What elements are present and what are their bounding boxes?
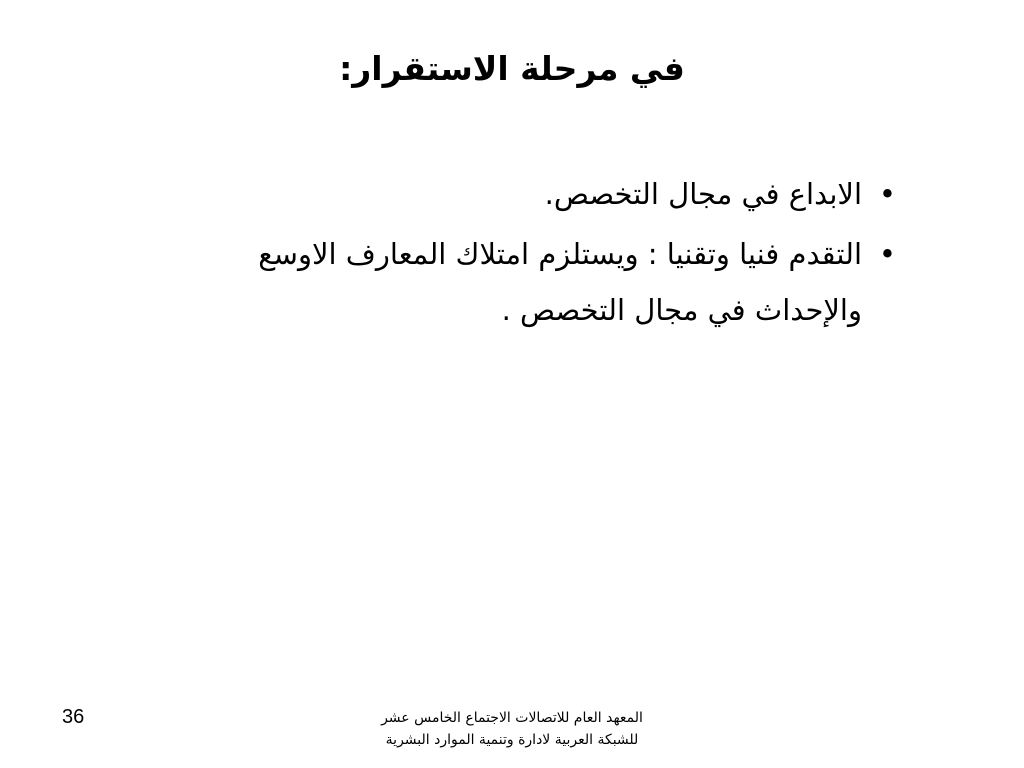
bullet-text: الابداع في مجال التخصص. xyxy=(544,177,862,211)
footer-line-1: المعهد العام للاتصالات الاجتماع الخامس عشر xyxy=(381,710,643,726)
bullet-marker-icon: • xyxy=(878,177,896,211)
bullet-list xyxy=(240,166,900,342)
footer xyxy=(300,707,724,751)
footer-line-2: للشبكة العربية لادارة وتنمية الموارد البشرية xyxy=(385,732,639,748)
bullet-marker-icon: • xyxy=(878,237,896,271)
slide-title: في مرحلة الاستقرار: xyxy=(339,49,685,88)
bullet-item xyxy=(240,226,900,338)
page-number: 36 xyxy=(62,706,85,728)
bullet-text: التقدم فنيا وتقنيا : ويستلزم امتلاك المعارف الاوسع والإحداث في مجال التخصص . xyxy=(258,237,862,327)
bullet-item xyxy=(240,166,900,222)
